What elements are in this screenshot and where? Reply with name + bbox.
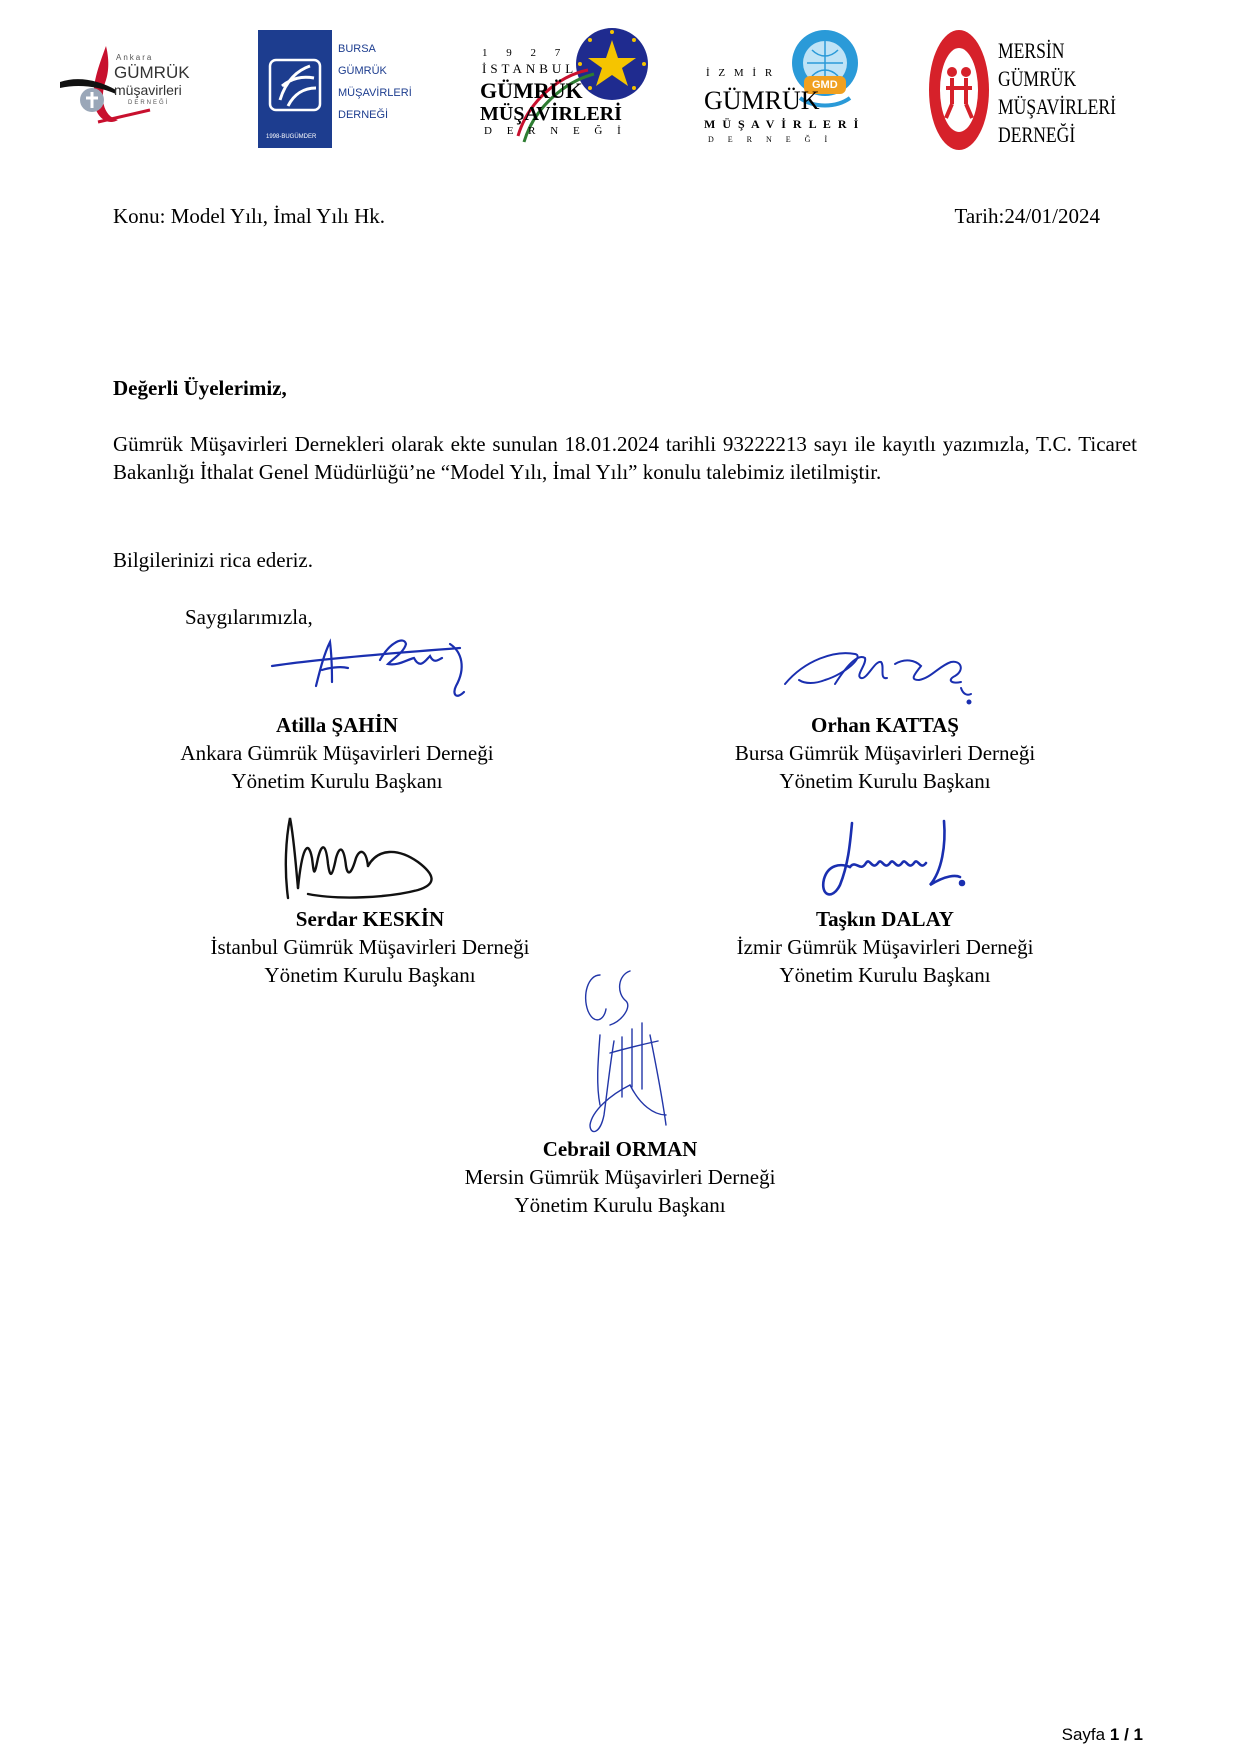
izmir-logo-city: İ Z M İ R <box>706 67 776 79</box>
signatory-name: Orhan KATTAŞ <box>810 713 959 737</box>
bursa-emblem-icon <box>258 30 332 130</box>
bursa-logo-line3: MÜŞAVİRLERİ <box>338 87 412 99</box>
izmir-logo-line1: GÜMRÜK <box>704 86 820 115</box>
izmir-logo-line3: D E R N E Ğ İ <box>708 135 834 144</box>
signatory-name: Atilla ŞAHİN <box>276 713 398 737</box>
salutation: Değerli Üyelerimiz, <box>113 376 287 400</box>
signatory-title: Yönetim Kurulu Başkanı <box>779 963 991 987</box>
bursa-logo-tagline: 1998-BUGÜMDER <box>266 134 317 140</box>
bursa-logo-line2: GÜMRÜK <box>338 65 387 77</box>
signature-orhan-kattas <box>775 640 995 710</box>
signatory-taskin-dalay <box>680 905 1090 989</box>
page-current: 1 <box>1109 1725 1120 1744</box>
signature-atilla-sahin <box>270 630 490 710</box>
signature-cebrail-orman <box>570 965 700 1140</box>
signatory-cebrail-orman <box>410 1135 830 1219</box>
signatory-title: Yönetim Kurulu Başkanı <box>264 963 476 987</box>
mersin-emblem-icon <box>928 28 990 152</box>
istanbul-logo-line1: GÜMRÜK <box>480 78 583 103</box>
istanbul-logo-line2: MÜŞAVİRLERİ <box>480 103 622 125</box>
signatory-atilla-sahin <box>137 711 537 795</box>
signature-serdar-keskin <box>278 808 458 908</box>
page-label: Sayfa <box>1061 1725 1106 1744</box>
signatory-org: Mersin Gümrük Müşavirleri Derneği <box>464 1165 776 1189</box>
bursa-logo-line4: DERNEĞİ <box>338 109 389 121</box>
signatory-org: Ankara Gümrük Müşavirleri Derneği <box>180 741 494 765</box>
mersin-logo-line4: DERNEĞİ <box>998 122 1076 147</box>
body-paragraph: Gümrük Müşavirleri Dernekleri olarak ekte sunulan 18.01.2024 tarihli 93222213 sayı ile kayıtlı yazımızla, T.C. Ticaret Bakanlığı İthalat Genel Müdürlüğü’ne “Model Yılı, İmal Yılı” konulu talebimiz iletilmiştir. <box>113 432 1137 484</box>
mersin-logo-line2: GÜMRÜK <box>998 66 1077 91</box>
signatory-orhan-kattas <box>680 711 1090 795</box>
izmir-association-logo <box>704 28 864 148</box>
closing-line: Saygılarımızla, <box>185 605 313 629</box>
ankara-logo-line3: müşavirleri <box>114 82 182 98</box>
signatory-org: İzmir Gümrük Müşavirleri Derneği <box>736 935 1034 959</box>
signatory-name: Serdar KESKİN <box>295 907 445 931</box>
mersin-logo-line3: MÜŞAVİRLERİ <box>998 94 1117 119</box>
bursa-logo-line1: BURSA <box>338 43 376 55</box>
signatory-name: Cebrail ORMAN <box>542 1137 698 1161</box>
request-line: Bilgilerinizi rica ederiz. <box>113 548 313 572</box>
subject-line: Konu: Model Yılı, İmal Yılı Hk. <box>113 204 386 228</box>
mersin-logo-line1: MERSİN <box>998 38 1065 63</box>
izmir-logo-badge: GMD <box>812 79 838 91</box>
ankara-logo-line1: Ankara <box>116 53 154 62</box>
mersin-association-logo <box>928 28 1117 152</box>
istanbul-logo-year: 1 9 2 7 <box>482 47 569 59</box>
signatory-title: Yönetim Kurulu Başkanı <box>231 769 443 793</box>
signatory-org: Bursa Gümrük Müşavirleri Derneği <box>734 741 1036 765</box>
ankara-association-logo <box>58 40 208 130</box>
page-separator: / <box>1124 1725 1129 1744</box>
signatory-serdar-keskin <box>170 905 570 989</box>
istanbul-logo-line3: D E R N E Ğ İ <box>484 125 627 137</box>
date-line: Tarih:24/01/2024 <box>954 204 1100 228</box>
signatory-name: Taşkın DALAY <box>816 907 954 931</box>
signatory-org: İstanbul Gümrük Müşavirleri Derneği <box>210 935 530 959</box>
istanbul-logo-city: İSTANBUL <box>482 61 578 76</box>
signatory-title: Yönetim Kurulu Başkanı <box>779 769 991 793</box>
ankara-logo-line4: DERNEĞİ <box>128 100 170 106</box>
bursa-logo-mark <box>258 30 332 148</box>
izmir-logo-line2: M Ü Ş A V İ R L E R İ <box>704 117 861 131</box>
page-total: 1 <box>1133 1725 1143 1744</box>
signatory-title: Yönetim Kurulu Başkanı <box>514 1193 726 1217</box>
ankara-logo-line2: GÜMRÜK <box>114 63 190 82</box>
bursa-association-logo <box>258 30 412 148</box>
page-number <box>1062 1725 1143 1745</box>
signature-taskin-dalay <box>810 815 990 915</box>
istanbul-association-logo <box>478 26 650 144</box>
